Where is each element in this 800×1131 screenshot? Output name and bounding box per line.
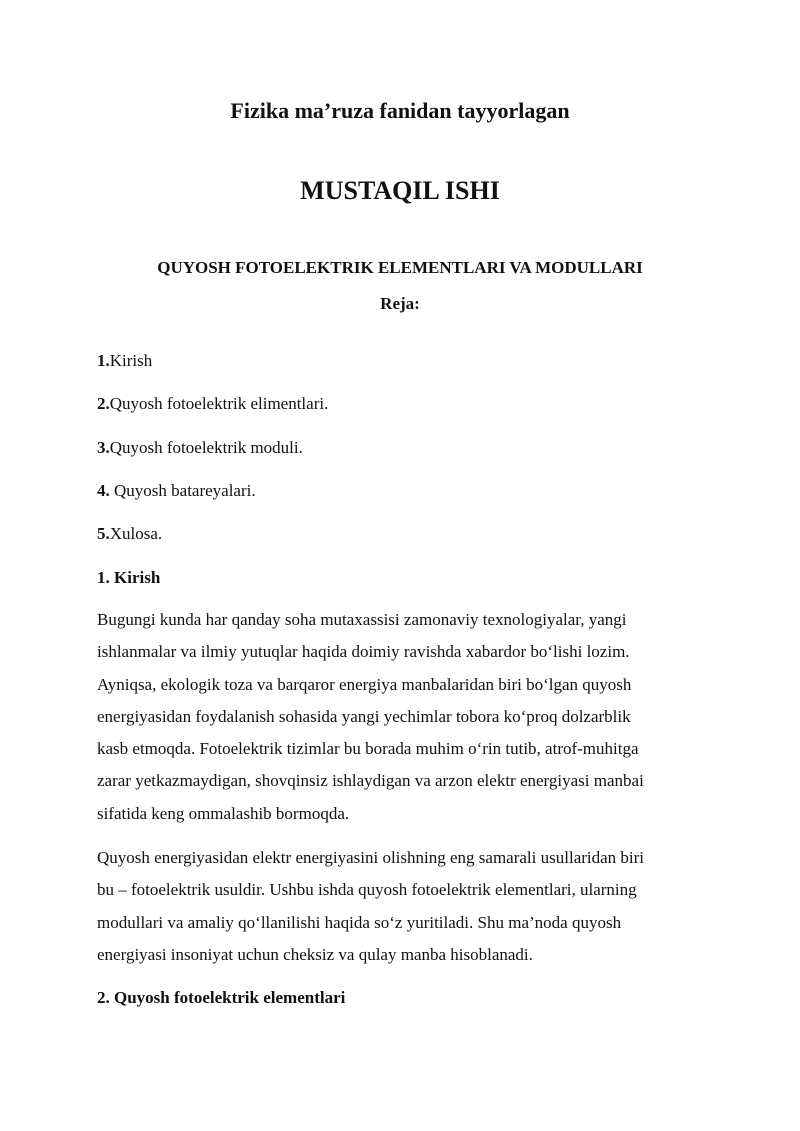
paragraph-line: energiyasi insoniyat uchun cheksiz va qulay manba hisoblanadi. (97, 944, 533, 964)
paragraph-line: sifatida keng ommalashib bormoqda. (97, 803, 350, 823)
paragraph-line: Quyosh energiyasidan elektr energiyasini olishning eng samarali usullaridan biri (97, 848, 645, 867)
plan-item-text: Quyosh fotoelektrik moduli. (109, 437, 303, 457)
plan-item-text: Quyosh batareyalari. (109, 480, 256, 500)
topic-title: QUYOSH FOTOELEKTRIK ELEMENTLARI VA MODULLARI (157, 258, 643, 277)
section-heading: 2. Quyosh fotoelektrik elementlari (97, 988, 346, 1007)
plan-item-text: Xulosa. (109, 524, 163, 544)
plan-item-text: Kirish (109, 351, 153, 370)
paragraph-line: zarar yetkazmaydigan, shovqinsiz ishlaydigan va arzon elektr energiyasi manbai (97, 771, 644, 791)
plan-list (97, 348, 328, 564)
paragraph-line: ishlanmalar va ilmiy yutuqlar haqida doimiy ravishda xabardor bo‘lishi lozim. (97, 642, 630, 662)
plan-item-number: 5. (97, 524, 110, 544)
document-subtitle: Fizika ma’ruza fanidan tayyorlagan (230, 98, 570, 123)
paragraph-line: kasb etmoqda. Fotoelektrik tizimlar bu borada muhim o‘rin tutib, atrof-muhitga (97, 739, 639, 759)
paragraph-line: modullari va amaliy qo‘llanilishi haqida so‘z yuritiladi. Shu ma’noda quyosh (97, 912, 622, 932)
plan-item (97, 435, 328, 478)
section-heading: 1. Kirish (97, 568, 161, 587)
document-title: MUSTAQIL ISHI (300, 176, 500, 205)
paragraph-line: energiyasidan foydalanish sohasida yangi yechimlar tobora ko‘proq dolzarblik (97, 706, 631, 726)
plan-heading: Reja: (380, 294, 420, 313)
plan-item-number: 3. (97, 437, 110, 457)
paragraph (97, 842, 712, 971)
plan-item (97, 348, 328, 391)
paragraph-line: Ayniqsa, ekologik toza va barqaror energiya manbalaridan biri bo‘lgan quyosh (97, 674, 632, 694)
paragraph (97, 604, 712, 830)
paragraph-line: bu – fotoelektrik usuldir. Ushbu ishda quyosh fotoelektrik elementlari, ularning (97, 880, 637, 900)
plan-item-text: Quyosh fotoelektrik elimentlari. (109, 394, 329, 414)
plan-item-number: 1. (97, 351, 110, 370)
plan-item (97, 391, 328, 434)
plan-item (97, 478, 328, 521)
plan-item-number: 2. (97, 394, 110, 414)
plan-item-number: 4. (97, 480, 110, 500)
plan-item (97, 521, 328, 564)
paragraph-line: Bugungi kunda har qanday soha mutaxassisi zamonaviy texnologiyalar, yangi (97, 610, 627, 629)
